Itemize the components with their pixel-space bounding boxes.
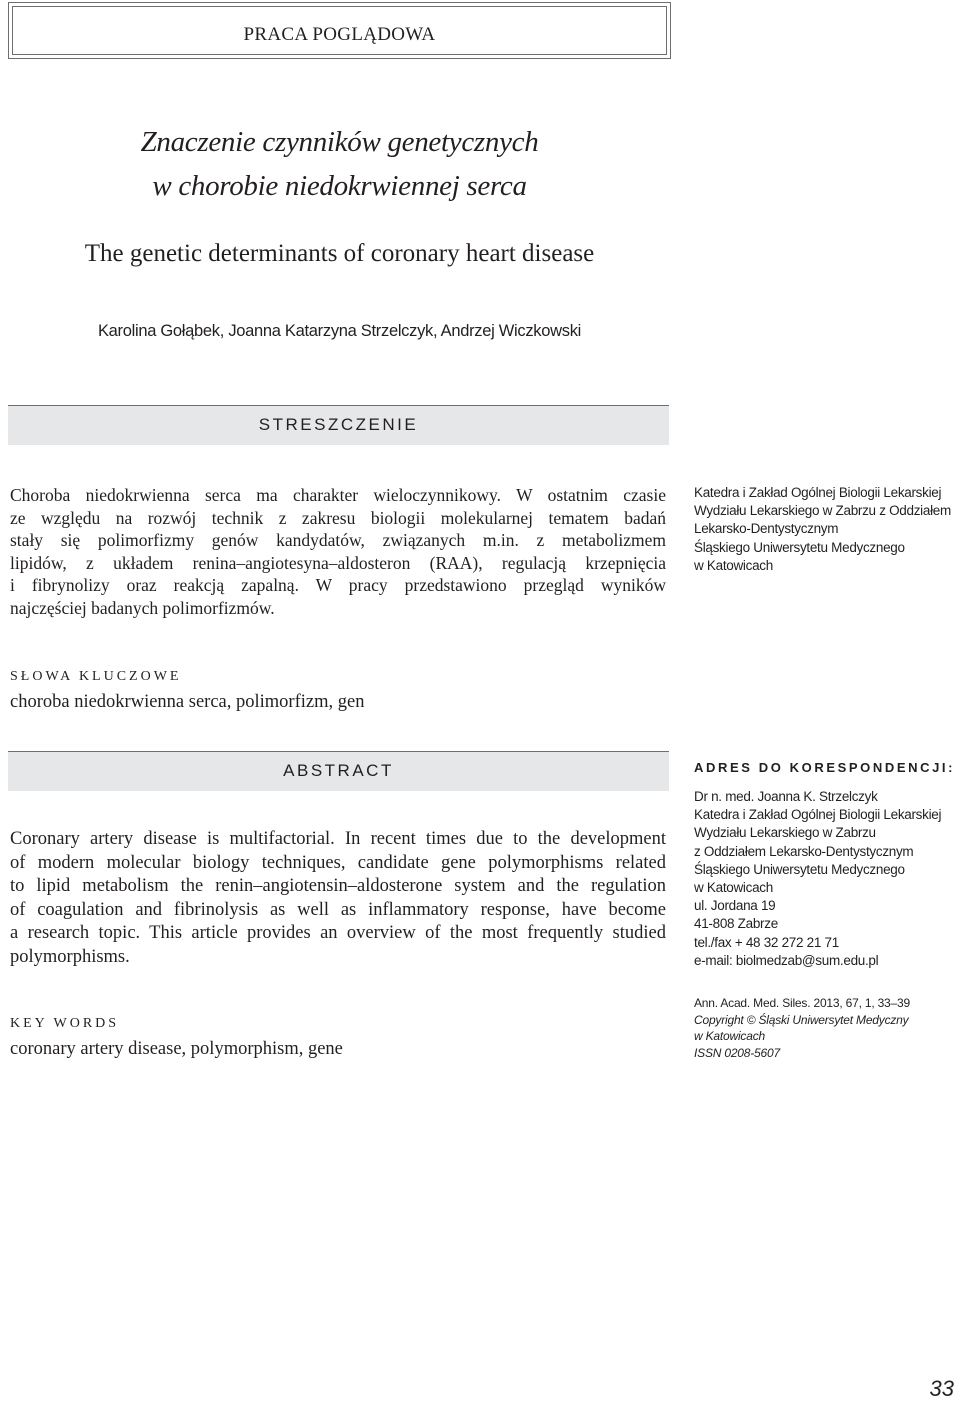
abstract-line: to lipid metabolism the renin–angiotensin–aldosterone system and the regulation (10, 876, 666, 896)
section-label-box (8, 2, 671, 59)
correspondence-line: Wydziału Lekarskiego w Zabrzu (694, 825, 876, 841)
page-number: 33 (929, 1376, 954, 1401)
abstract-line: of modern molecular biology techniques, candidate gene polymorphisms related (10, 852, 666, 873)
copyright-line2: w Katowicach (694, 1029, 765, 1043)
correspondence-heading: ADRES DO KORESPONDENCJI: (694, 760, 956, 775)
key-words-text: coronary artery disease, polymorphism, gene (10, 1039, 343, 1059)
abstract-line: of coagulation and fibrinolysis as well as inflammatory response, have become (10, 899, 666, 920)
abstract-line: Coronary artery disease is multifactorial. In recent times due to the development (10, 829, 666, 849)
correspondence-line: tel./fax + 48 32 272 21 71 (694, 934, 839, 950)
correspondence-line: Katedra i Zakład Ogólnej Biologii Lekarskiej (694, 807, 942, 823)
copyright: Copyright © Śląski Uniwersytet Medyczny (694, 1012, 909, 1027)
correspondence-line: ul. Jordana 19 (694, 898, 776, 914)
correspondence-email[interactable]: e-mail: biolmedzab@sum.edu.pl (694, 952, 879, 968)
article-title-en: The genetic determinants of coronary heart disease (84, 240, 595, 267)
streszczenie-line: Choroba niedokrwienna serca ma charakter wieloczynnikowy. W ostatnim czasie (10, 485, 666, 505)
article-title-pl-line2: w chorobie niedokrwiennej serca (152, 170, 527, 202)
streszczenie-line: najczęściej badanych polimorfizmów. (10, 597, 275, 618)
affiliation (694, 484, 960, 575)
correspondence-line: w Katowicach (694, 880, 773, 896)
slowa-kluczowe-heading: SŁOWA KLUCZOWE (10, 669, 182, 684)
affiliation-line: Katedra i Zakład Ogólnej Biologii Lekarskiej (694, 485, 942, 500)
authors: Karolina Gołąbek, Joanna Katarzyna Strzelczyk, Andrzej Wiczkowski (97, 322, 582, 340)
abstract-text (10, 828, 666, 969)
affiliation-line: Lekarsko-Dentystycznym (694, 521, 839, 537)
section-label-inner-frame (12, 6, 667, 55)
streszczenie-text (10, 484, 666, 620)
abstract-line: polymorphisms. (10, 946, 130, 967)
citation: Ann. Acad. Med. Siles. 2013, 67, 1, 33–39 (694, 996, 910, 1010)
streszczenie-line: ze względu na rozwój technik z zakresu biologii molekularnej tematem badań (10, 507, 666, 528)
affiliation-line: Wydziału Lekarskiego w Zabrzu z Oddziałem (694, 503, 951, 519)
abstract-heading: ABSTRACT (8, 751, 669, 791)
affiliation-line: w Katowicach (694, 557, 773, 573)
publication-info (694, 995, 960, 1061)
article-title-pl-line1: Znaczenie czynników genetycznych (140, 126, 539, 158)
affiliation-line: Śląskiego Uniwersytetu Medycznego (694, 539, 905, 555)
key-words-heading: KEY WORDS (10, 1016, 120, 1031)
correspondence-line: Śląskiego Uniwersytetu Medycznego (694, 861, 905, 877)
issn: ISSN 0208-5607 (694, 1045, 780, 1060)
streszczenie-line: stały się polimorfizmy genów kandydatów, związanych m.in. z metabolizmem (10, 530, 666, 551)
correspondence-line: Dr n. med. Joanna K. Strzelczyk (694, 789, 878, 804)
correspondence-address (694, 788, 960, 970)
streszczenie-line: lipidów, z układem renina–angiotesyna–aldosteron (RAA), regulacją krzepnięcia (10, 552, 666, 573)
section-label: PRACA POGLĄDOWA (243, 24, 436, 45)
slowa-kluczowe-text: choroba niedokrwienna serca, polimorfizm, gen (10, 692, 365, 712)
correspondence-line: z Oddziałem Lekarsko-Dentystycznym (694, 843, 914, 859)
abstract-line: a research topic. This article provides an overview of the most frequently studied (10, 923, 666, 943)
streszczenie-heading: STRESZCZENIE (8, 405, 669, 445)
correspondence-line: 41-808 Zabrze (694, 916, 778, 932)
article-title-pl (8, 120, 671, 208)
streszczenie-line: i fibrynolizy oraz reakcją zapalną. W pracy przedstawiono przegląd wyników (10, 575, 666, 596)
